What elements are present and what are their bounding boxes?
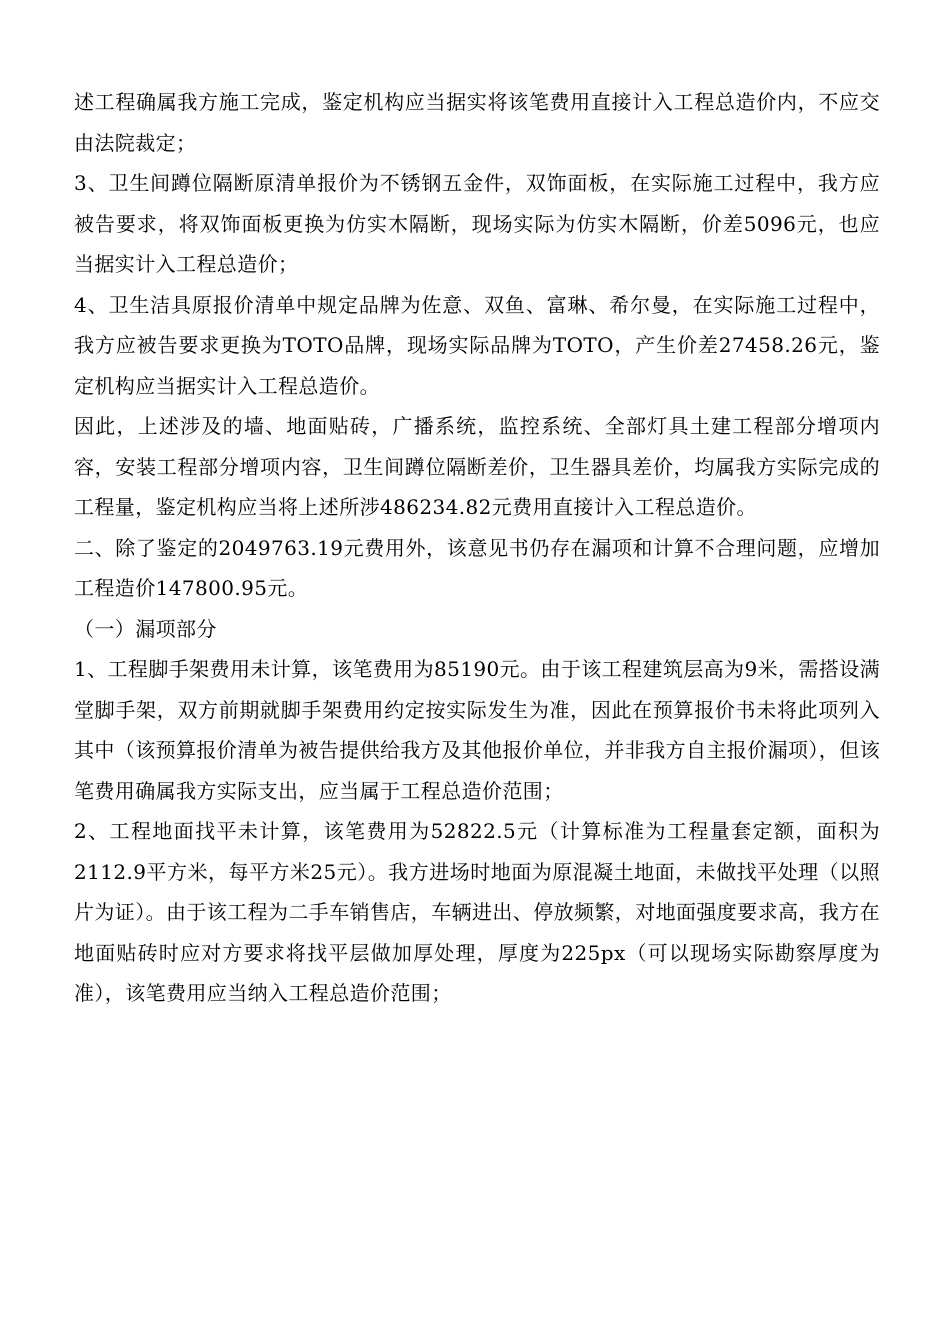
paragraph-omission-2: 2、工程地面找平未计算，该笔费用为52822.5元（计算标准为工程量套定额，面积为2112.9平方米，每平方米25元）。我方进场时地面为原混凝土地面，未做找平处理（以照片为证）。由于该工程为二手车销售店，车辆进出、停放频繁，对地面强度要求高，我方在地面贴砖时应对方要求将找平层做加厚处理，厚度为225px（可以现场实际勘察厚度为准），该笔费用应当纳入工程总造价范围； [74,819,880,1005]
paragraph-summary: 因此，上述涉及的墙、地面贴砖，广播系统，监控系统、全部灯具土建工程部分增项内容，安装工程部分增项内容，卫生间蹲位隔断差价，卫生器具差价，均属我方实际完成的工程量，鉴定机构应当将上述所涉486234.82元费用直接计入工程总造价。 [74,414,880,519]
section-heading-2: 二、除了鉴定的2049763.19元费用外，该意见书仍存在漏项和计算不合理问题，应增加工程造价147800.95元。 [74,535,881,600]
paragraph-continuation: 述工程确属我方施工完成，鉴定机构应当据实将该笔费用直接计入工程总造价内，不应交由法院裁定； [74,90,880,155]
subsection-heading-omissions: （一）漏项部分 [74,616,217,641]
paragraph-item-4: 4、卫生洁具原报价清单中规定品牌为佐意、双鱼、富琳、希尔曼，在实际施工过程中，我方应被告要求更换为TOTO品牌，现场实际品牌为TOTO，产生价差27458.26元，鉴定机构应当据实计入工程总造价。 [74,292,880,398]
document-body [74,82,880,1014]
paragraph-item-3: 3、卫生间蹲位隔断原清单报价为不锈钢五金件，双饰面板，在实际施工过程中，我方应被告要求，将双饰面板更换为仿实木隔断，现场实际为仿实木隔断，价差5096元，也应当据实计入工程总造价； [74,171,880,276]
paragraph-omission-1: 1、工程脚手架费用未计算，该笔费用为85190元。由于该工程建筑层高为9米，需搭设满堂脚手架，双方前期就脚手架费用约定按实际发生为准，因此在预算报价书未将此项列入其中（该预算报价清单为被告提供给我方及其他报价单位，并非我方自主报价漏项），但该笔费用确属我方实际支出，应当属于工程总造价范围； [74,657,880,803]
